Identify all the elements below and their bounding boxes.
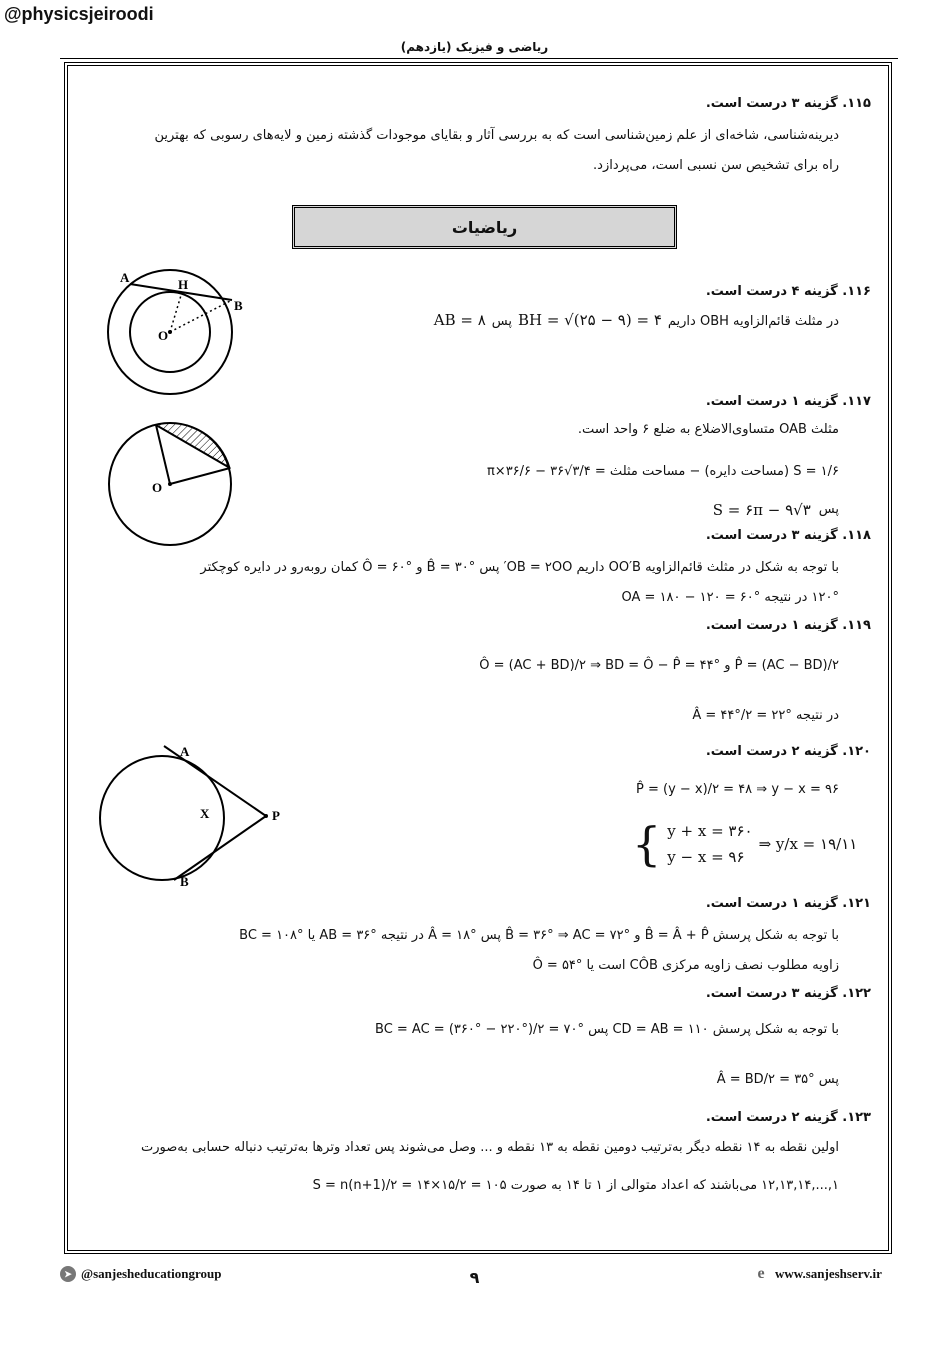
q120-brace: {: [632, 817, 662, 871]
q119-line1: P̂ = (AC − BD)/۲ و Ô = (AC + BD)/۲ ⇒ BD = Ô − P̂ = ۴۴°: [479, 658, 839, 673]
segment-ob: [170, 300, 232, 332]
label-b-120: B: [180, 874, 189, 889]
q120-heading: ۱۲۰. گزینه ۲ درست است.: [705, 744, 871, 759]
q116-heading: ۱۱۶. گزینه ۴ درست است.: [705, 284, 871, 299]
q118-line1: با توجه به شکل در مثلث قائم‌الزاویه OO′B داریم OB = ۲OO′ پس B̂ = ۳۰° و Ô = ۶۰° کمان روبه‌رو در دایره کوچکتر: [200, 560, 839, 575]
q122-heading: ۱۲۲. گزینه ۳ درست است.: [705, 986, 871, 1001]
label-h: H: [178, 277, 189, 292]
q116-body: [434, 306, 839, 336]
label-a-120: A: [180, 744, 190, 759]
radius-oa: [156, 425, 170, 484]
q115-line2: راه برای تشخیص سن نسبی است، می‌پردازد.: [593, 158, 839, 173]
page-header-title: ریاضی و فیزیک (یازدهم): [400, 40, 549, 54]
q117-then: پس: [818, 502, 839, 517]
q118-heading: ۱۱۸. گزینه ۳ درست است.: [705, 528, 871, 543]
q116-text: در مثلث قائم‌الزاویه OBH داریم: [667, 314, 839, 329]
tangent-pb: [174, 816, 266, 880]
watermark: @physicsjeiroodi: [4, 4, 154, 24]
q116-then: پس: [491, 314, 512, 329]
footer-website[interactable]: [752, 1266, 882, 1282]
page-number: ۹: [469, 1268, 480, 1287]
q120-system: [632, 818, 857, 870]
figure-120: [96, 740, 296, 892]
footer-website-label: www.sanjeshserv.ir: [775, 1266, 882, 1281]
radius-ob: [170, 468, 230, 484]
point-p: [264, 814, 268, 818]
label-o: O: [158, 328, 169, 343]
q117-formula: S = ۱/۶ (مساحت دایره) − مساحت مثلث = π×۳۶/۶ − ۳۶√۳/۴: [486, 464, 839, 479]
q115-heading: ۱۱۵. گزینه ۳ درست است.: [705, 96, 871, 111]
q117-result: S = ۶π − ۹√۳: [712, 501, 811, 519]
q120-eq2: y − x = ۹۶: [667, 848, 745, 866]
header-rule: [60, 58, 898, 59]
q117-line1: مثلث OAB متساوی‌الاضلاع به ضلع ۶ واحد است.: [577, 422, 839, 437]
figure-116: [100, 262, 260, 402]
q120-conclusion: ⇒ y/x = ۱۹/۱۱: [758, 835, 858, 853]
q123-line2: ۱,...,۱۲,۱۳,۱۴ می‌باشند که اعداد متوالی از ۱ تا ۱۴ به صورت S = n(n+1)/۲ = ۱۴×۱۵/۲ = ۱۰۵: [312, 1178, 839, 1193]
label-x-120: X: [200, 806, 210, 821]
q121-line2: زاویه مطلوب نصف زاویه مرکزی CÔB است یا Ô = ۵۴°: [532, 958, 839, 973]
q120-line1: P̂ = (y − x)/۲ = ۴۸ ⇒ y − x = ۹۶: [636, 782, 839, 797]
q121-line1: با توجه به شکل پرسش B̂ = Â + P̂ و B̂ = ۳۶° ⇒ AC = ۷۲° پس Â = ۱۸° در نتیجه AB = ۳۶° یا BC = ۱۰۸°: [239, 928, 839, 943]
q119-heading: ۱۱۹. گزینه ۱ درست است.: [705, 618, 871, 633]
q115-line1: دیرینه‌شناسی، شاخه‌ای از علم زمین‌شناسی است که به بررسی آثار و بقایای موجودات گذشته زمین و لایه‌های رسوبی که بهترین: [154, 128, 839, 143]
q123-line1: اولین نقطه به ۱۴ نقطه دیگر به‌ترتیب دومین نقطه به ۱۳ نقطه و ... وصل می‌شوند پس تعداد وترها به‌ترتیب دنباله حسابی به‌صورت: [141, 1140, 839, 1155]
q118-line2: ۱۲۰° در نتیجه OA = ۱۸۰ − ۱۲۰ = ۶۰°: [621, 590, 839, 605]
label-o-117: O: [152, 480, 163, 495]
q116-math1: BH = √(۲۵ − ۹) = ۴: [517, 311, 662, 329]
q120-eq1: y + x = ۳۶۰: [667, 822, 753, 840]
section-title: ریاضیات: [451, 217, 518, 237]
label-a: A: [120, 270, 130, 285]
section-title-box: [292, 205, 677, 249]
footer-telegram-label: @sanjesheducationgroup: [81, 1266, 222, 1281]
browser-icon: e: [757, 1265, 765, 1282]
center-o: [168, 330, 172, 334]
q117-heading: ۱۱۷. گزینه ۱ درست است.: [705, 394, 871, 409]
figure-117: [100, 414, 250, 550]
telegram-icon: ➤: [60, 1266, 76, 1282]
q116-math2: AB = ۸: [433, 311, 486, 329]
q117-result-row: [713, 496, 839, 524]
q120-equations: [667, 818, 752, 870]
center-o-117: [168, 482, 172, 486]
label-p-120: P: [272, 808, 280, 823]
q122-line2: پس Â = BD/۲ = ۳۵°: [716, 1072, 839, 1087]
q121-heading: ۱۲۱. گزینه ۱ درست است.: [705, 896, 871, 911]
q123-heading: ۱۲۳. گزینه ۲ درست است.: [705, 1110, 871, 1125]
label-b: B: [234, 298, 243, 313]
q119-line2: در نتیجه Â = ۴۴°/۲ = ۲۲°: [692, 708, 839, 723]
q122-line1: با توجه به شکل پرسش CD = AB = ۱۱۰ پس BC = AC = (۳۶۰° − ۲۲۰°)/۲ = ۷۰°: [375, 1022, 839, 1037]
